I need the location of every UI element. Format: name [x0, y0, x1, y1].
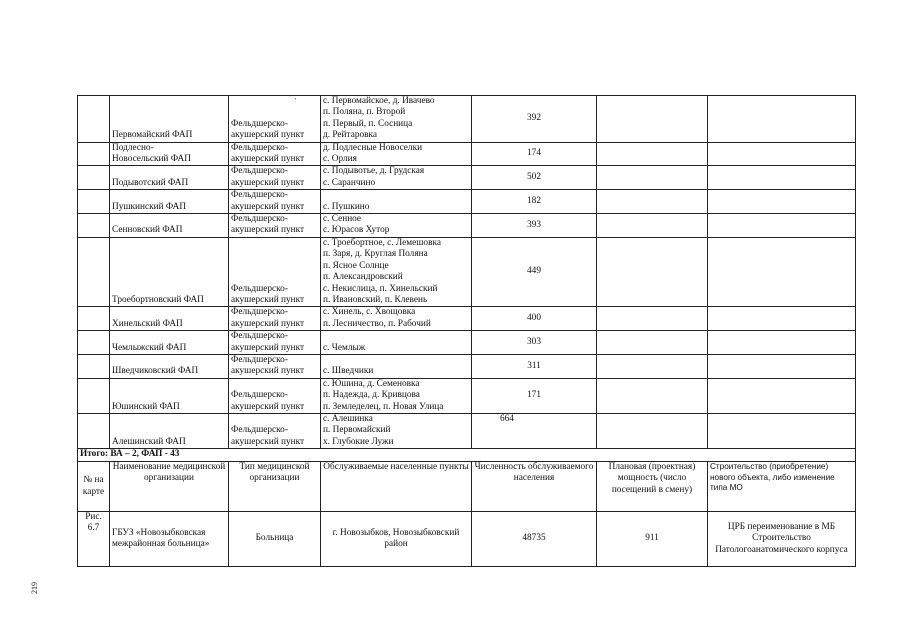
facility-construction — [708, 142, 856, 166]
table-row — [78, 166, 856, 190]
facility-type-line: акушерский пункт — [231, 225, 305, 236]
facility-settlements — [321, 237, 472, 306]
table-row — [78, 214, 856, 238]
hospital-capacity: 911 — [597, 512, 708, 567]
facility-population-line: 171 — [527, 390, 541, 401]
facility-settlements — [321, 354, 472, 378]
facility-population-line: 393 — [527, 219, 541, 230]
facility-name-line: Пушкинский ФАП — [112, 201, 187, 212]
facility-type-line: Фельдшерско- — [231, 283, 288, 294]
facility-type-line: Фельдшерско- — [231, 190, 288, 201]
facility-capacity — [597, 378, 708, 413]
facility-name — [110, 378, 229, 413]
table-row — [78, 413, 856, 448]
facility-population-line: 311 — [527, 360, 541, 371]
facility-type — [229, 331, 321, 355]
facility-type-line: Фельдшерско- — [231, 166, 288, 177]
facility-name-line: Сенновский ФАП — [112, 225, 183, 236]
facility-type — [229, 166, 321, 190]
row-num-cell — [78, 331, 110, 355]
row-num-cell — [78, 378, 110, 413]
facility-name-line: Юшинский ФАП — [112, 401, 180, 412]
facility-type — [229, 413, 321, 448]
facility-type-line: Фельдшерско- — [231, 307, 288, 318]
facility-name — [110, 190, 229, 214]
facility-settlements-line: с. Некислица, п. Хинельский — [323, 283, 438, 294]
facility-population — [472, 237, 597, 306]
facility-settlements-line: п. Первомайский — [323, 425, 391, 436]
facility-capacity — [597, 142, 708, 166]
facility-construction — [708, 354, 856, 378]
hospital-table — [77, 461, 856, 567]
header-name: Наименование медицинской организации — [110, 462, 229, 512]
facility-settlements — [321, 214, 472, 238]
page-number: 219 — [30, 582, 39, 594]
header-num: № на карте — [78, 462, 110, 512]
fap-table — [77, 95, 856, 462]
facility-name — [110, 413, 229, 448]
facility-construction — [708, 96, 856, 143]
total-text: Итого: ВА – 2, ФАП - 43 — [78, 449, 321, 461]
facility-type — [229, 96, 321, 143]
table-row — [78, 307, 856, 331]
facility-settlements-line: д. Рейтаровка — [323, 130, 378, 141]
table-row — [78, 378, 856, 413]
row-num-cell — [78, 96, 110, 143]
facility-capacity — [597, 354, 708, 378]
facility-settlements-line: с. Чемлыж — [323, 342, 366, 353]
facility-type-line: Фельдшерско- — [231, 425, 288, 436]
table-row — [78, 190, 856, 214]
facility-capacity — [597, 214, 708, 238]
facility-settlements-line: п. Ивановский, п. Клевень — [323, 294, 428, 305]
facility-type-line: Фельдшерско- — [231, 118, 288, 129]
facility-population — [472, 142, 597, 166]
facility-capacity — [597, 190, 708, 214]
facility-population — [472, 331, 597, 355]
facility-settlements-line: п. Надежда, д. Кривцова — [323, 390, 420, 401]
facility-settlements — [321, 378, 472, 413]
facility-name-line: Подлесно- — [112, 142, 154, 153]
facility-population — [472, 378, 597, 413]
header-capacity: Плановая (проектная) мощность (число посещений в смену) — [597, 462, 708, 512]
facility-type-line: акушерский пункт — [231, 130, 305, 141]
facility-construction — [708, 237, 856, 306]
facility-type-line: акушерский пункт — [231, 154, 305, 165]
facility-settlements-line: с. Юшина, д. Семеновка — [323, 378, 420, 389]
facility-construction — [708, 214, 856, 238]
facility-name-line: Хинельский ФАП — [112, 318, 183, 329]
facility-settlements-line: с. Саранчино — [323, 177, 376, 188]
facility-settlements — [321, 331, 472, 355]
hospital-settlements: г. Новозыбков, Новозыбковский район — [321, 512, 472, 567]
facility-type — [229, 354, 321, 378]
row-num-cell — [78, 214, 110, 238]
facility-settlements — [321, 96, 472, 143]
facility-settlements-line: с. Юрасов Хутор — [323, 225, 390, 236]
facility-settlements-line: с. Хинель, с. Хвощовка — [323, 307, 416, 318]
facility-type-line: акушерский пункт — [231, 342, 305, 353]
table-row — [78, 96, 856, 143]
header-row — [78, 462, 856, 512]
facility-name — [110, 237, 229, 306]
facility-population-line: 400 — [527, 313, 541, 324]
facility-type-line: Фельдшерско- — [231, 354, 288, 365]
table-row — [78, 142, 856, 166]
facility-settlements-line: п. Александровский — [323, 272, 403, 283]
facility-type-line: Фельдшерско- — [231, 142, 288, 153]
row-num-cell — [78, 413, 110, 448]
table-row — [78, 331, 856, 355]
facility-settlements-line: п. Поляна, п. Второй — [323, 107, 406, 118]
facility-capacity — [597, 331, 708, 355]
facility-settlements-line: п. Ясное Солнце — [323, 260, 389, 271]
facility-type-line: акушерский пункт — [231, 294, 305, 305]
facility-capacity — [597, 237, 708, 306]
facility-settlements — [321, 142, 472, 166]
header-population: Численность обслуживаемого населения — [472, 462, 597, 512]
facility-type-line: акушерский пункт — [231, 366, 305, 377]
facility-name-line: Чемлыжский ФАП — [112, 342, 187, 353]
facility-settlements-line: п. Лесничество, п. Рабочий — [323, 318, 431, 329]
facility-type-line: Фельдшерско- — [231, 390, 288, 401]
facility-name — [110, 354, 229, 378]
facility-settlements-line: с. Орлия — [323, 154, 357, 165]
facility-settlements — [321, 190, 472, 214]
hospital-row — [78, 512, 856, 567]
facility-type — [229, 237, 321, 306]
facility-settlements-line: с. Пушкино — [323, 201, 370, 212]
facility-settlements-line: с. Подывотье, д. Грудская — [323, 166, 425, 177]
facility-type — [229, 307, 321, 331]
table-row — [78, 237, 856, 306]
facility-population-line: 502 — [527, 172, 541, 183]
facility-construction — [708, 378, 856, 413]
facility-settlements-line: с. Алешинка — [323, 413, 373, 424]
facility-name-line: Шведчиковский ФАП — [112, 366, 199, 377]
facility-name — [110, 331, 229, 355]
facility-name — [110, 142, 229, 166]
header-type: Тип медицинской организации — [229, 462, 321, 512]
facility-capacity — [597, 96, 708, 143]
total-row — [78, 449, 856, 461]
facility-capacity — [597, 307, 708, 331]
facility-capacity — [597, 166, 708, 190]
facility-type-line: Фельдшерско- — [231, 331, 288, 342]
facility-type-line: акушерский пункт — [231, 401, 305, 412]
facility-name — [110, 96, 229, 143]
facility-name — [110, 166, 229, 190]
dot-mark: ' — [295, 97, 297, 105]
facility-population — [472, 307, 597, 331]
facility-population — [472, 190, 597, 214]
facility-type — [229, 142, 321, 166]
facility-population-line: 449 — [527, 266, 541, 277]
facility-construction — [708, 413, 856, 448]
facility-name-line: Троебортновский ФАП — [112, 294, 204, 305]
facility-name — [110, 214, 229, 238]
facility-name-line: Алешинский ФАП — [112, 436, 186, 447]
table-row — [78, 354, 856, 378]
facility-construction — [708, 190, 856, 214]
facility-type — [229, 214, 321, 238]
facility-settlements — [321, 307, 472, 331]
row-num-cell — [78, 142, 110, 166]
facility-construction — [708, 307, 856, 331]
facility-name-line: Первомайский ФАП — [112, 130, 193, 141]
facility-settlements-line: д. Подлесные Новоселки — [323, 142, 423, 153]
facility-settlements-line: с. Троебортное, с. Лемешовка — [323, 237, 441, 248]
facility-type — [229, 378, 321, 413]
facility-type — [229, 190, 321, 214]
facility-settlements — [321, 413, 472, 448]
facility-settlements-line: с. Первомайское, д. Ивачево — [323, 96, 435, 106]
facility-type-line: акушерский пункт — [231, 177, 305, 188]
facility-settlements-line: п. Заря, д. Круглая Поляна — [323, 249, 428, 260]
facility-settlements — [321, 166, 472, 190]
facility-population-line: 303 — [527, 336, 541, 347]
facility-population-line: 174 — [527, 148, 541, 159]
facility-type-line: акушерский пункт — [231, 436, 305, 447]
facility-settlements-line: х. Глубокие Лужи — [323, 436, 394, 447]
facility-settlements-line: с. Сенное — [323, 214, 362, 225]
facility-construction — [708, 331, 856, 355]
facility-type-line: акушерский пункт — [231, 201, 305, 212]
facility-settlements-line: п. Первый, п. Сосница — [323, 118, 413, 129]
facility-population — [472, 354, 597, 378]
facility-settlements-line: с. Шведчики — [323, 366, 374, 377]
facility-population-line: 182 — [527, 195, 541, 206]
row-num-cell — [78, 307, 110, 331]
header-settlements: Обслуживаемые населенные пункты — [321, 462, 472, 512]
hospital-num: Рис. 6.7 — [78, 512, 110, 567]
facility-construction — [708, 166, 856, 190]
row-num-cell — [78, 166, 110, 190]
header-construction: Строительство (приобретение) нового объекта, либо изменение типа МО — [708, 462, 856, 512]
facility-type-line: Фельдшерско- — [231, 214, 288, 225]
facility-capacity — [597, 413, 708, 448]
facility-name-line: Новосельский ФАП — [112, 154, 191, 165]
facility-population — [472, 214, 597, 238]
facility-type-line: акушерский пункт — [231, 318, 305, 329]
facility-name-line: Подывотский ФАП — [112, 177, 189, 188]
facility-population — [472, 166, 597, 190]
facility-population — [472, 96, 597, 143]
facility-population-line: 664 — [500, 413, 514, 424]
hospital-population: 48735 — [472, 512, 597, 567]
hospital-type: Больница — [229, 512, 321, 567]
row-num-cell — [78, 354, 110, 378]
hospital-name: ГБУЗ «Новозыбковская межрайонная больница» — [110, 512, 229, 567]
row-num-cell — [78, 237, 110, 306]
facility-population-line: 392 — [527, 113, 541, 124]
hospital-construction: ЦРБ переименование в МБ Строительство Патологоанатомического корпуса — [708, 512, 856, 567]
facility-settlements-line: п. Земледелец, п. Новая Улица — [323, 401, 444, 412]
row-num-cell — [78, 190, 110, 214]
facility-population — [472, 413, 597, 448]
facility-name — [110, 307, 229, 331]
